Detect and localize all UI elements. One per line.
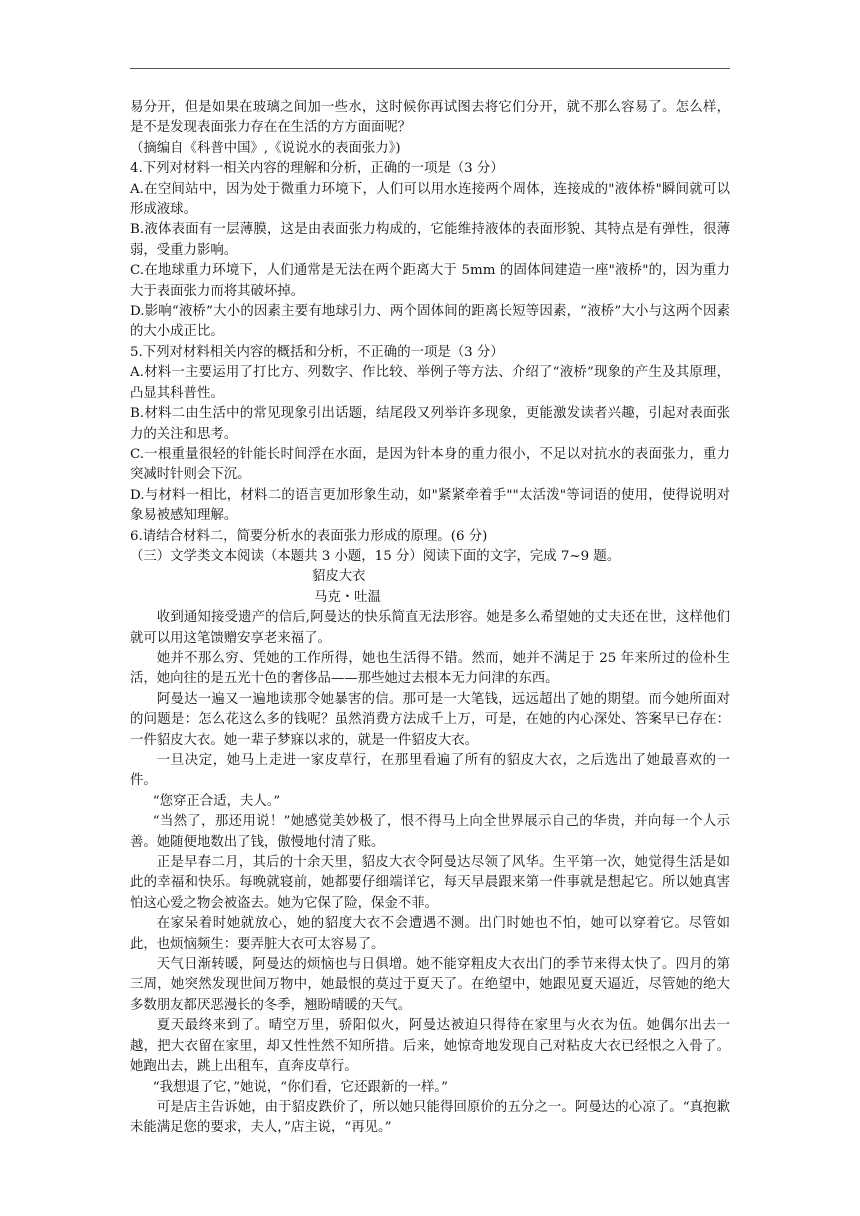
exam-page: [130, 98, 730, 1139]
question-5-stem: 5.下列对材料相关内容的概括和分析，不正确的一项是（3 分）: [130, 344, 504, 360]
question-4-option-a: A.在空间站中，因为处于微重力环境下，人们可以用水连接两个周体，连接成的"液体桥"瞬间就可以形成液球。: [130, 181, 730, 218]
story-paragraph-4: 一旦决定，她马上走进一家皮草行，在那里看遍了所有的貂皮大衣，之后选出了她最喜欢的一件。: [130, 753, 730, 789]
question-4-option-d: D.影响“液桥”大小的因素主要有地球引力、两个固体间的距离长短等因素，“液桥”大小与这两个因素的大小成正比。: [130, 304, 730, 340]
question-4-stem: 4.下列对材料一相关内容的理解和分析，正确的一项是（3 分）: [130, 161, 504, 177]
story-author: 马克・吐温: [314, 589, 381, 605]
story-paragraph-11: “我想退了它，”她说，“你们看，它还跟新的一样。”: [152, 1079, 448, 1095]
story-title: 貂皮大衣: [312, 569, 366, 585]
question-5-option-a: A.材料一主要运用了打比方、列数字、作比较、举例子等方法、介绍了“液桥”现象的产生及其原理，凸显其科普性。: [130, 365, 730, 401]
story-paragraph-8: 在家呆着时她就放心，她的貂度大衣不会遭遇不测。出门时她也不怕，她可以穿着它。尽管如此，也烦恼频生：要弄脏大衣可太容易了。: [130, 916, 730, 952]
question-5-option-d: D.与材料一相比，材料二的语言更加形象生动，如"紧紧牵着手""太活泼"等词语的使用，使得说明对象易被感知理解。: [130, 487, 730, 524]
section-3-header: （三）文学类文本阅读（本题共 3 小题，15 分）阅读下面的文字，完成 7~9 题。: [130, 548, 621, 564]
question-6: 6.请结合材料二，简要分析水的表面张力形成的原理。(6 分): [130, 528, 488, 544]
source-citation: （摘编自《科普中国》,《说说水的表面张力》): [130, 140, 401, 156]
story-paragraph-7: 正是早春二月，其后的十余天里，貂皮大衣令阿曼达尽领了风华。生平第一次，她觉得生活是如此的幸福和快乐。每晚就寝前，她都要仔细端详它，每天早晨跟来第一件事就是想起它。所以她真害怕这心爱之物会被盗去。她为它保了险，保金不菲。: [130, 855, 730, 911]
story-paragraph-5: “您穿正合适，夫人。”: [152, 793, 281, 809]
story-paragraph-2: 她并不那么穷、凭她的工作所得，她也生活得不错。然而，她并不满足于 25 年来所过的俭朴生活，她向往的是五光十色的奢侈品——那些她过去根本无力问津的东西。: [130, 650, 730, 687]
story-paragraph-1: 收到通知接受遗产的信后,阿曼达的快乐简直无法形容。她是多么希望她的丈夫还在世，这样他们就可以用这笔馈赠安享老来福了。: [130, 610, 730, 646]
question-5-option-b: B.材料二由生活中的常见现象引出话题，结尾段又列举许多现象，更能激发读者兴趣，引起对表面张力的关注和思考。: [130, 406, 730, 442]
material2-closing-paragraph: 易分开，但是如果在玻璃之间加一些水，这时候你再试图去将它们分开，就不那么容易了。怎么样，是不是发现表面张力存在在生活的方方面面呢？: [130, 100, 730, 136]
question-4-option-b: B.液体表面有一层薄膜，这是由表面张力构成的，它能维持液体的表面形貌、其特点是有弹性，很薄弱，受重力影响。: [130, 222, 730, 258]
question-5-option-c: C.一根重量很轻的针能长时间浮在水面，是因为针本身的重力很小，不足以对抗水的表面张力，重力突减时针则会下沉。: [130, 446, 730, 483]
question-4-option-c: C.在地球重力环境下，人们通常是无法在两个距离大于 5mm 的固体间建造一座"液桥"的，因为重力大于表面张力而将其破坏掉。: [130, 263, 730, 299]
header-rule: [130, 68, 730, 69]
story-paragraph-9: 天气日渐转暖，阿曼达的烦恼也与日俱增。她不能穿粗皮大衣出门的季节来得太快了。四月的第三周，她突然发现世间万物中，她最恨的莫过于夏天了。在绝望中，她跟见夏天逼近，尽管她的绝大多数朋友都厌恶漫长的冬季，翘盼晴暖的天气。: [130, 957, 730, 1013]
story-paragraph-3: 阿曼达一遍又一遍地读那令她暴害的信。那可是一大笔钱，远远超出了她的期望。而今她所面对的问题是：怎么花这么多的钱呢？虽然消费方法成千上万，可是，在她的内心深处、答案早已存在：一件貂皮大衣。她一辈子梦寐以求的，就是一件貂皮大衣。: [130, 691, 730, 748]
story-paragraph-6: “当然了，那还用说！”她感觉美妙极了，恨不得马上向全世界展示自己的华贵，并向每一个人示善。她随便地数出了钱，傲慢地付清了账。: [130, 814, 730, 850]
story-paragraph-12: 可是店主告诉她，由于貂皮跌价了，所以她只能得回原价的五分之一。阿曼达的心凉了。“真抱歉未能满足您的要求，夫人，”店主说，“再见。”: [130, 1099, 730, 1136]
story-paragraph-10: 夏天最终来到了。晴空万里，骄阳似火，阿曼达被迫只得待在家里与火衣为伍。她偶尔出去一越，把大衣留在家里，却又性性然不知所措。后来，她惊奇地发现自己对粘皮大衣已经恨之入骨了。她跑出去，跳上出租车，直奔皮草行。: [130, 1018, 730, 1075]
